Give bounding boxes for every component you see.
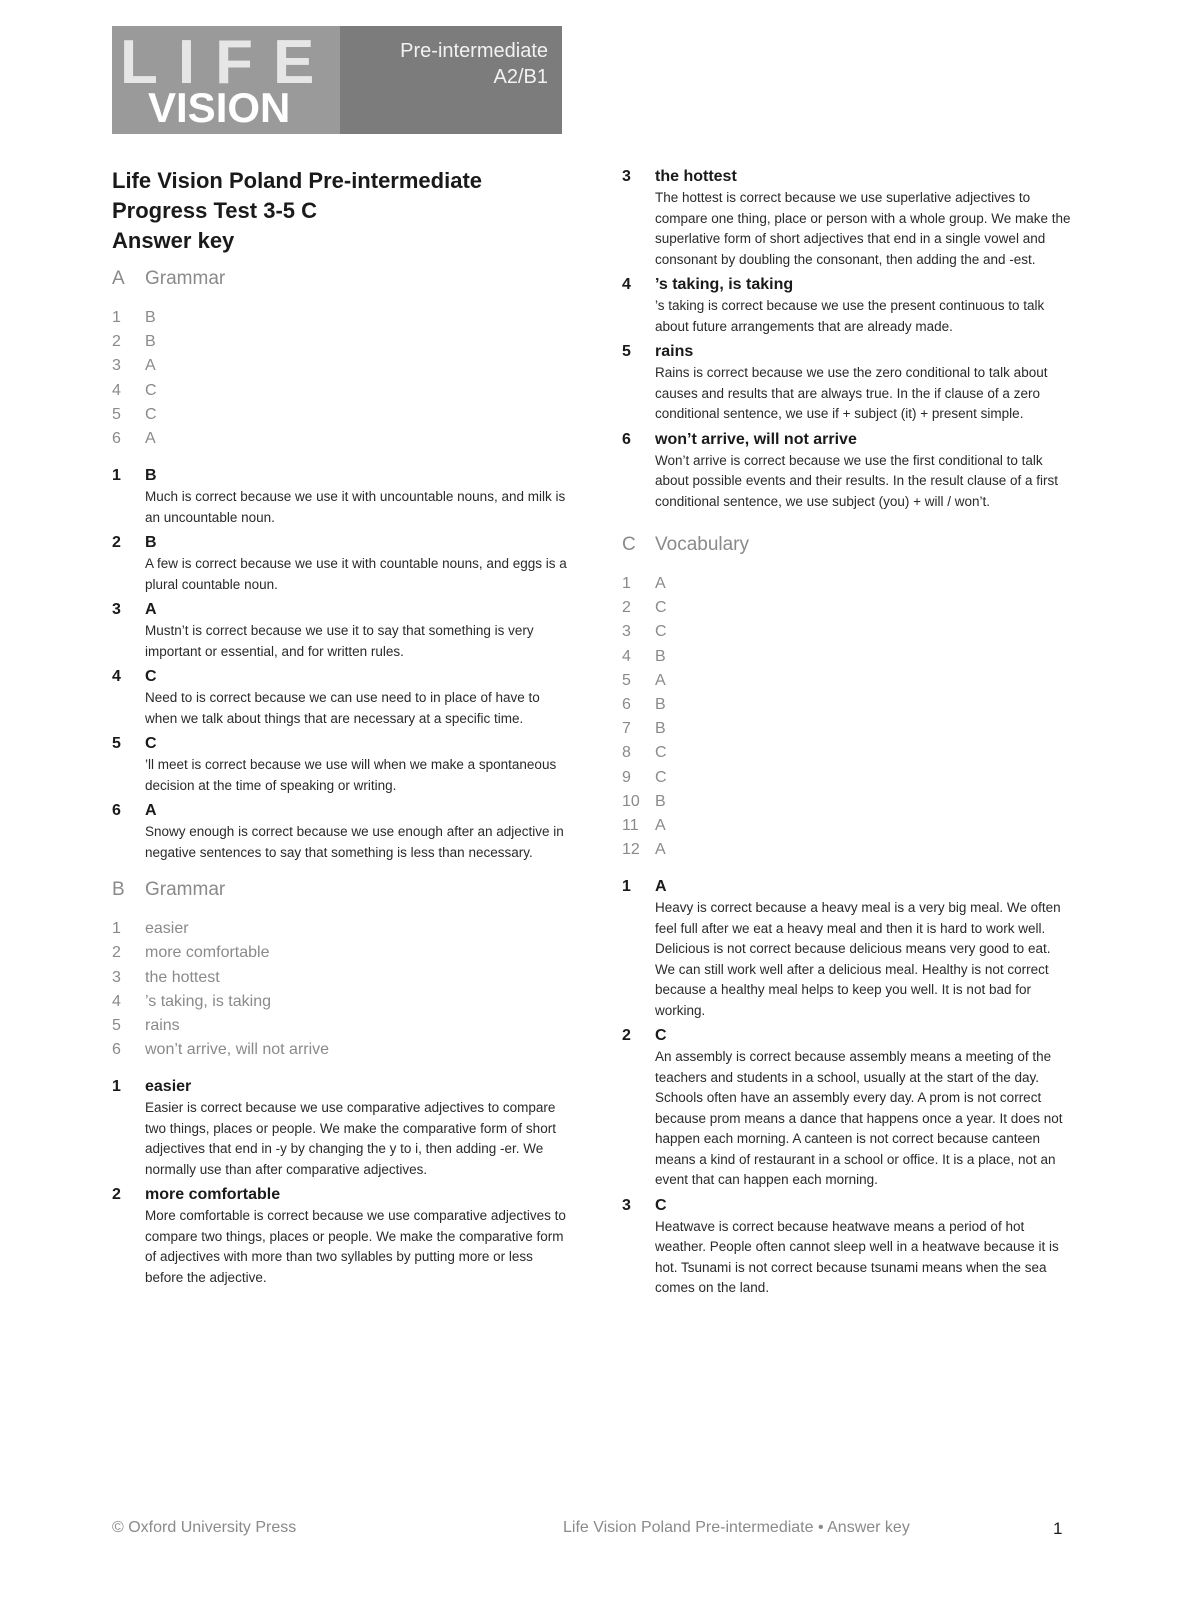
answer-key-item [112, 306, 567, 330]
item-number: 3 [622, 168, 631, 185]
item-number: 4 [622, 276, 631, 293]
answer-key-item [112, 966, 567, 990]
section-b-heading [112, 879, 567, 901]
answer-key-item [622, 814, 1072, 838]
item-answer: C [145, 668, 157, 686]
explanation-text: Much is correct because we use it with uncountable nouns, and milk is an uncountable noun. [145, 489, 566, 525]
explanation-heading [622, 876, 1072, 898]
item-answer: C [655, 1196, 667, 1214]
item-number: 1 [112, 467, 121, 485]
item-answer: A [655, 878, 667, 896]
section-name: Grammar [145, 268, 226, 289]
title-line: Progress Test 3-5 C [112, 198, 318, 223]
answer-key-item [622, 669, 1072, 693]
explanation-heading [622, 166, 1072, 188]
explanation-heading [112, 1076, 567, 1098]
title-line: Life Vision Poland Pre-intermediate [112, 168, 483, 193]
explanation-item [112, 599, 567, 662]
item-number: 4 [112, 668, 121, 686]
item-number: 4 [112, 992, 121, 1010]
item-answer: won’t arrive, will not arrive [145, 1041, 330, 1059]
item-answer: B [145, 309, 156, 326]
explanation-text: Won’t arrive is correct because we use the first conditional to talk about possible events and their results. In the result clause of a first conditional sentence, we use subject (you) + will / won’t. [655, 452, 1058, 509]
item-answer: the hottest [145, 968, 220, 986]
left-column [112, 166, 567, 1292]
item-number: 10 [622, 792, 640, 810]
item-answer: A [655, 817, 666, 835]
explanation-heading [622, 274, 1072, 296]
item-number: 12 [622, 841, 640, 859]
item-answer: C [655, 623, 667, 641]
answer-key-item [112, 990, 567, 1014]
page-number: 1 [1053, 1519, 1063, 1538]
header-banner [112, 26, 562, 134]
item-number: 9 [622, 768, 631, 786]
explanation-text: ’s taking is correct because we use the present continuous to talk about future arrangements that are already made. [655, 298, 1045, 334]
section-b-explanations [112, 1076, 567, 1288]
explanation-item [622, 341, 1072, 425]
footer-document-name: Life Vision Poland Pre-intermediate • Answer key [563, 1519, 910, 1536]
footer-copyright: © Oxford University Press [112, 1519, 297, 1536]
item-number: 5 [622, 671, 631, 689]
item-number: 3 [112, 968, 121, 986]
item-answer: B [145, 534, 157, 552]
item-number: 6 [112, 802, 121, 820]
answer-key-item [622, 838, 1072, 862]
explanation-heading [112, 465, 567, 487]
item-answer: easier [145, 920, 189, 938]
explanation-heading [622, 1025, 1072, 1047]
answer-key-item [622, 645, 1072, 669]
section-letter: B [112, 879, 125, 901]
explanation-heading [112, 666, 567, 688]
item-number: 1 [622, 575, 631, 592]
explanation-item [622, 1025, 1072, 1191]
logo-vision-text: VISION [148, 84, 291, 131]
item-answer: C [655, 1027, 667, 1045]
level-name: Pre-intermediate [400, 40, 548, 62]
item-number: 4 [622, 647, 631, 665]
item-number: 5 [112, 735, 121, 753]
item-answer: ’s taking, is taking [655, 276, 794, 293]
answer-key-item [622, 717, 1072, 741]
answer-key-item [112, 379, 567, 403]
title-line: Answer key [112, 228, 235, 253]
logo-life-text: LIFE [120, 28, 335, 97]
explanation-heading [622, 1195, 1072, 1217]
section-letter: C [622, 534, 636, 555]
explanation-heading [112, 800, 567, 822]
explanation-text: Heavy is correct because a heavy meal is a very big meal. We often feel full after we eat a heavy meal and then it is hard to work well. Delicious is not correct because delicious means very good to eat. We can still work well after a delicious meal. Healthy is not correct because a healthy meal helps to keep you well. It is not bad for working. [655, 900, 1061, 1018]
explanation-item [112, 733, 567, 796]
item-answer: more comfortable [145, 944, 270, 962]
item-number: 2 [112, 534, 121, 552]
item-answer: ’s taking, is taking [145, 992, 271, 1010]
explanation-text: Rains is correct because we use the zero conditional to talk about causes and results that are always true. In the if clause of a zero conditional sentence, we use if + subject (it) + present simple. [655, 365, 1048, 421]
item-number: 2 [622, 1027, 631, 1045]
section-c-heading [622, 534, 1072, 556]
section-name: Grammar [145, 879, 226, 901]
answer-key-item [622, 596, 1072, 620]
explanation-text: Mustn’t is correct because we use it to say that something is very important or essential, and for written rules. [145, 623, 534, 659]
explanation-item [112, 800, 567, 863]
explanation-text: The hottest is correct because we use superlative adjectives to compare one thing, place or person with a whole group. We make the superlative form of short adjectives that end in a single vowel and consonant by doubling the consonant, then adding the and -est. [655, 190, 1071, 267]
item-answer: C [655, 744, 667, 762]
item-number: 6 [112, 1041, 121, 1059]
item-answer: B [145, 333, 156, 351]
item-answer: C [145, 405, 157, 423]
item-answer: C [145, 735, 157, 753]
explanation-heading [112, 532, 567, 554]
section-a-heading [112, 268, 567, 290]
item-number: 3 [112, 357, 121, 375]
document-title [112, 166, 567, 256]
explanation-item [112, 1184, 567, 1288]
explanation-item [112, 465, 567, 528]
explanation-text: Need to is correct because we can use need to in place of have to when we talk about things that are necessary at a specific time. [145, 690, 540, 726]
item-number: 1 [622, 878, 631, 896]
item-answer: A [655, 671, 666, 689]
item-answer: A [145, 430, 156, 448]
item-answer: more comfortable [145, 1186, 281, 1204]
item-number: 1 [112, 309, 121, 326]
item-number: 2 [112, 333, 121, 351]
item-answer: C [655, 768, 667, 786]
item-number: 8 [622, 744, 631, 762]
explanation-heading [112, 599, 567, 621]
item-answer: A [145, 357, 156, 375]
explanation-heading [622, 341, 1072, 363]
item-answer: A [655, 575, 666, 592]
item-answer: C [655, 599, 667, 617]
item-number: 2 [622, 599, 631, 617]
item-answer: B [655, 647, 666, 665]
item-answer: B [655, 720, 666, 738]
item-number: 3 [622, 1196, 631, 1214]
right-column [622, 166, 1072, 1303]
answer-key-item [622, 790, 1072, 814]
section-b-key-list [112, 917, 567, 1062]
explanation-item [112, 666, 567, 729]
explanation-text: Easier is correct because we use comparative adjectives to compare two things, places or people. We make the comparative form of short adjectives that end in -y by changing the y to i, then adding -er. We normally use than after comparative adjectives. [145, 1100, 556, 1177]
explanation-text: More comfortable is correct because we use comparative adjectives to compare two things, places or people. We make the comparative form of adjectives with more than two syllables by putting more or less before the adjective. [145, 1208, 566, 1285]
item-answer: B [655, 792, 666, 810]
item-answer: rains [655, 343, 694, 360]
item-answer: won’t arrive, will not arrive [655, 430, 857, 448]
item-answer: A [655, 841, 666, 859]
item-number: 1 [112, 1078, 121, 1096]
answer-key-item [622, 693, 1072, 717]
level-label [400, 38, 548, 90]
answer-key-item [112, 403, 567, 427]
item-number: 2 [112, 1186, 121, 1204]
section-letter: A [112, 268, 125, 289]
explanation-text: Snowy enough is correct because we use enough after an adjective in negative sentences to say that something is less than necessary. [145, 824, 564, 860]
answer-key-item [112, 1038, 567, 1062]
explanation-item [112, 532, 567, 595]
explanation-item [622, 429, 1072, 513]
answer-key-item [112, 354, 567, 378]
section-name: Vocabulary [655, 534, 750, 555]
item-number: 2 [112, 944, 121, 962]
item-answer: A [145, 601, 157, 619]
item-answer: B [145, 467, 157, 485]
explanation-item [622, 166, 1072, 270]
explanation-text: A few is correct because we use it with countable nouns, and eggs is a plural countable noun. [145, 556, 567, 592]
explanation-item [112, 1076, 567, 1180]
item-number: 6 [622, 696, 631, 714]
explanation-item [622, 274, 1072, 337]
section-c-explanations [622, 876, 1072, 1299]
item-answer: A [145, 802, 157, 820]
answer-key-item [112, 917, 567, 941]
section-c-key-list [622, 572, 1072, 862]
item-number: 1 [112, 920, 121, 938]
item-answer: C [145, 381, 157, 399]
item-answer: the hottest [655, 168, 737, 185]
answer-key-item [112, 1014, 567, 1038]
explanation-heading [112, 1184, 567, 1206]
life-vision-logo [112, 26, 340, 134]
item-answer: easier [145, 1078, 192, 1096]
answer-key-item [112, 941, 567, 965]
item-number: 11 [622, 817, 639, 835]
explanation-heading [112, 733, 567, 755]
section-a-key-list [112, 306, 567, 451]
explanation-heading [622, 429, 1072, 451]
item-number: 7 [622, 720, 631, 738]
answer-key-item [622, 741, 1072, 765]
item-number: 3 [112, 601, 121, 619]
answer-key-item [622, 620, 1072, 644]
section-b-explanations-continued [622, 166, 1072, 512]
section-a-explanations [112, 465, 567, 863]
explanation-text: Heatwave is correct because heatwave means a period of hot weather. People often cannot sleep well in a heatwave because it is hot. Tsunami is not correct because tsunami means when the sea comes on the land. [655, 1218, 1059, 1296]
item-number: 5 [622, 343, 631, 360]
answer-key-item [112, 427, 567, 451]
item-answer: rains [145, 1017, 180, 1035]
item-number: 5 [112, 405, 121, 423]
item-number: 3 [622, 623, 631, 641]
explanation-item [622, 876, 1072, 1021]
item-number: 4 [112, 381, 121, 399]
level-code: A2/B1 [493, 66, 548, 88]
item-number: 5 [112, 1017, 121, 1035]
item-number: 6 [622, 430, 631, 448]
item-number: 6 [112, 430, 121, 448]
explanation-text: ’ll meet is correct because we use will when we make a spontaneous decision at the time of speaking or writing. [145, 757, 557, 793]
item-answer: B [655, 696, 666, 714]
explanation-text: An assembly is correct because assembly means a meeting of the teachers and students in a school, usually at the start of the day. Schools often have an assembly every day. A prom is not correct because prom means a dance that happens once a year. It does not happen each morning. A canteen is not correct because canteen means a kind of restaurant in a school or office. It is a place, not an event that can happen each morning. [655, 1049, 1063, 1188]
answer-key-item [622, 766, 1072, 790]
explanation-item [622, 1195, 1072, 1299]
answer-key-item [112, 330, 567, 354]
answer-key-item [622, 572, 1072, 596]
